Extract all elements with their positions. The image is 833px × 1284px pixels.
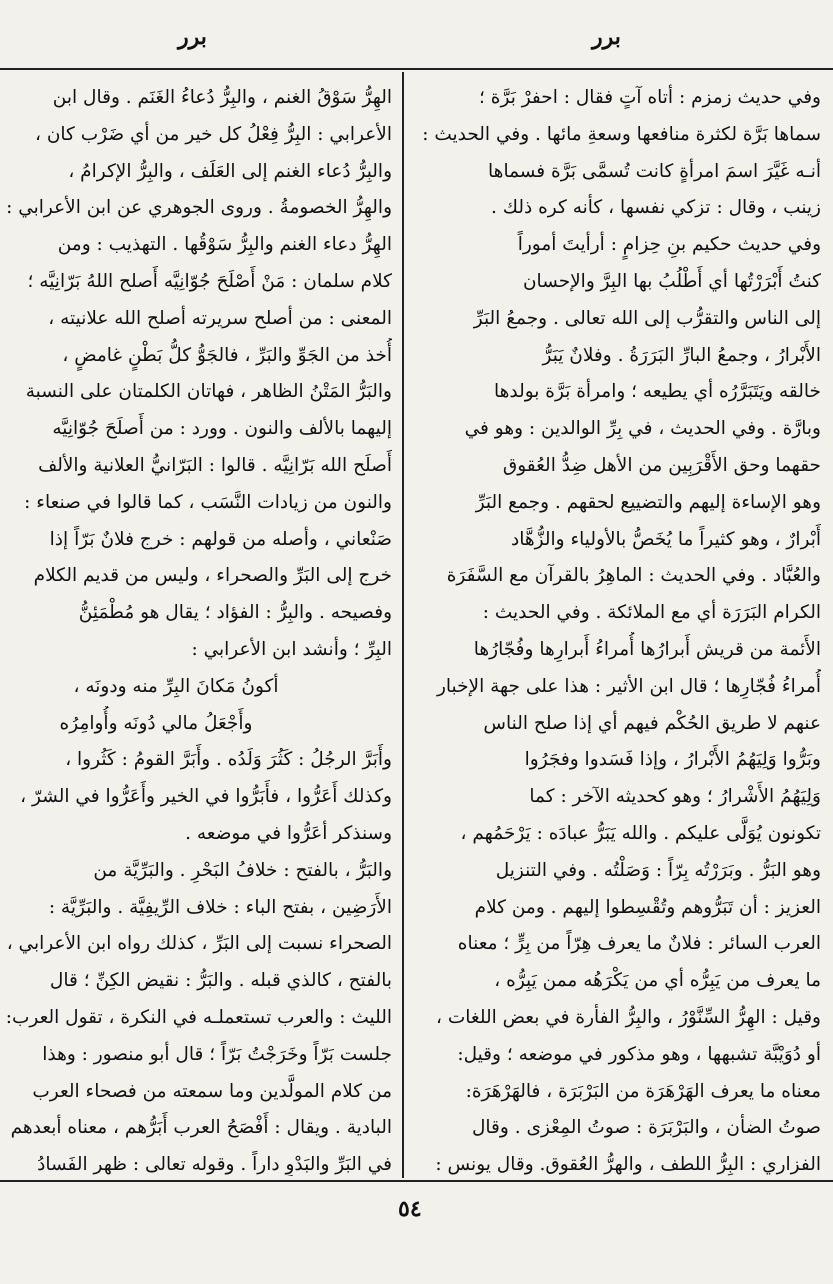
text-line: الهِرُّ دعاء الغنم والبِرُّ سَوْقُها . التهذيب : ومن <box>57 234 392 256</box>
text-line: كلام سلمان : مَنْ أَصْلَحَ جُوّانِيَّه أَصلح اللهُ بَرّانِيَّه ؛ <box>27 270 392 292</box>
text-line: الهِرُّ سَوْقُ الغنم ، والبِرُّ دُعاءُ الغَنَم . وقال ابن <box>52 87 392 108</box>
text-line: وهو الإساءة إليهم والتضييع لحقهم . وجمع البَرِّ <box>475 491 821 513</box>
text-line: الأَبْرارُ ، وجمعُ البارِّ البَرَرَةُ . وفلانٌ يَبَرُّ <box>542 344 821 366</box>
page-number: ٥٤ <box>398 1196 422 1222</box>
text-line: أَصلَح الله بَرّانِيَّه . قالوا : البَرّانيُّ العلانية والألف <box>38 454 392 476</box>
text-line: وهو البَرُّ . وبَرَرْتُه بِرّاً : وَصَلْتُه . وفي التنزيل <box>495 859 821 881</box>
left-column <box>0 80 392 1176</box>
text-line: وقيل : الهِرُّ السِّنَّوْرُ ، والبِرُّ الفأرة في بعض اللغات ، <box>436 1006 821 1028</box>
text-line: أُخذ من الجَوِّ والبَرِّ ، فالجَوُّ كلُّ بَطْنٍ غامضٍ ، <box>62 344 392 366</box>
right-header-word: برر <box>592 24 621 50</box>
text-line: البادية . ويقال : أَفْصَحُ العرب أَبَرُّهم ، معناه أبعدهم <box>10 1117 392 1139</box>
text-line: والبِرُّ دُعاء الغنم إلى العَلَف ، والبِرُّ الإكرامُ ، <box>68 160 392 182</box>
text-line: عنهم لا طريق الحُكْم فيهم أي إذا صلح الناس <box>483 712 821 734</box>
text-line: خالقه ويَتَبَرَّرُه أي يطيعه ؛ وامرأة بَرَّة بولدها <box>493 381 821 403</box>
text-line: جلست بَرّاً وخَرَجْتُ بَرّاً ؛ قال أبو منصور : وهذا <box>42 1043 392 1065</box>
text-line: خرج إلى البَرِّ والصحراء ، وليس من قديم الكلام <box>33 565 392 587</box>
text-line: أُمراءُ فُجّارِها ؛ قال ابن الأثير : هذا على جهة الإخبار <box>436 675 821 697</box>
text-line: الأَئمة من قريش أَبرارُها أُمراءُ أَبرارِها وفُجّارُها <box>473 638 821 660</box>
text-line: الصحراء نسبت إلى البَرِّ ، كذلك رواه ابن الأعرابي ، <box>6 933 392 955</box>
bottom-rule <box>0 1180 833 1182</box>
text-line: كنتُ أَبْرَرْتُها أي أَطْلُبُ بها البِرَّ والإحسان <box>522 270 821 292</box>
text-line: وبارَّة . وفي الحديث ، في بِرِّ الوالدين : وهو في <box>464 418 821 440</box>
text-line: أو دُوَيْبَّة تشبهها ، وهو مذكور في موضعه ؛ وقيل: <box>457 1043 821 1065</box>
text-line: والهِرُّ الخصومةُ . وروى الجوهري عن ابن الأعرابي : <box>6 197 392 219</box>
text-line: ما يعرف من يَبِرُّه أي من يَكْرَهُه ممن يَبِرُّه ، <box>494 970 821 992</box>
right-column <box>415 80 821 1176</box>
text-line: العرب السائر : فلانٌ ما يعرف هِرّاً من بِرٍّ ؛ معناه <box>457 933 821 955</box>
text-line: والبَرُّ ، بالفتح : خلافُ البَحْرِ . والبَرِّيَّة من <box>93 859 392 881</box>
text-line: حقهما وحق الأَقْرَبِين من الأهل ضِدُّ العُقوق <box>502 454 821 476</box>
text-line: وفي حديث زمزم : أتاه آتٍ فقال : احفرْ بَرَّة ؛ <box>479 87 821 108</box>
text-line: العزيز : أن تَبَرُّوهم وتُقْسِطوا إليهم . ومن كلام <box>474 896 821 918</box>
top-rule <box>0 68 833 70</box>
poem-verse-line: وأَجْعَلُ مالي دُونَه وأُوامِرُه <box>59 712 253 734</box>
text-line: وفصيحه . والبِرُّ : الفؤاد ؛ يقال هو مُطْمَئِنُّ <box>78 602 392 624</box>
column-divider <box>402 72 404 1178</box>
text-line: وَلِيَهُمُ الأَشْرارُ ؛ وهو كحديثه الآخر : كما <box>529 786 821 808</box>
text-line: وفي حديث حكيم بنِ حِزامٍ : أرأيتَ أموراً <box>517 234 821 256</box>
text-line: الكرام البَرَرَة أي مع الملائكة . وفي الحديث : <box>482 602 821 624</box>
text-line: المعنى : من أصلح سريرته أصلح الله علانيته ، <box>48 307 392 329</box>
text-line: إليهما بالألف والنون . وورد : من أَصلَحَ جُوّانِيَّه <box>52 418 392 440</box>
text-line: وسنذكر أعَرُّوا في موضعه . <box>185 822 392 844</box>
text-line: الأَرَضِين ، بفتح الباء : خلاف الرِّيفِيَّة . والبَرِّيَّة : <box>48 896 392 918</box>
text-line: بالفتح ، كالذي قبله . والبَرُّ : نقيض الكِنِّ ؛ قال <box>49 970 392 992</box>
text-line: زينب ، وقال : تزكي نفسها ، كأنه كره ذلك . <box>491 197 821 219</box>
text-line: الليث : والعرب تستعملـه في النكرة ، تقول العرب: <box>5 1006 392 1028</box>
text-line: تكونون يُوَلَّى عليكم . والله يَبَرُّ عبادَه : يَرْحَمُهم ، <box>460 822 821 844</box>
text-line: الفزاري : البِرُّ اللطف ، والهِرُّ العُقوق. وقال يونس : <box>435 1154 821 1176</box>
left-header-word: برر <box>178 24 207 50</box>
text-line: أَبْرارٌ ، وهو كثيراً ما يُخَصُّ بالأولياء والزُّهَّاد <box>511 528 821 550</box>
text-line: صَنْعاني ، وأصله من قولهم : خرج فلانٌ بَرّاً إذا <box>49 528 392 550</box>
poem-verse-line: أكونُ مَكانَ البِرِّ منه ودونَه ، <box>73 675 279 697</box>
text-line: معناه ما يعرف الهَرْهَرَة من البَرْبَرَة ، فالهَرْهَرَة: <box>465 1080 821 1102</box>
text-line: والبَرُّ المَتْنُ الظاهر ، فهاتان الكلمتان على النسبة <box>25 381 392 403</box>
text-line: وكذلك أَعَرُّوا ، فأَبَرُّوا في الخير وأَعَرُّوا في الشرّ ، <box>20 786 392 808</box>
text-line: من كلام المولَّدين وما سمعته من فصحاء العرب <box>32 1080 392 1102</box>
text-line: إلى الناس والتقرُّب إلى الله تعالى . وجمعُ البَرِّ <box>473 307 821 329</box>
text-line: وبَرُّوا وَلِيَهُمُ الأَبْرارُ ، وإذا فَسَدوا وفجَرُوا <box>524 749 821 771</box>
text-line: صوتُ الضأن ، والبَرْبَرَة : صوتُ المِعْزى . وقال <box>471 1117 821 1139</box>
text-line: الأعرابي : البِرُّ فِعْلُ كل خير من أي ضَرْب كان ، <box>34 123 392 145</box>
text-line: والعُبَّاد . وفي الحديث : الماهِرُ بالقرآن مع السَّفَرَة <box>446 565 821 587</box>
text-line: سماها بَرَّة لكثرة منافعها وسعةِ مائها . وفي الحديث : <box>422 123 821 145</box>
text-line: والنون من زيادات النَّسَب ، كما قالوا في صنعاء : <box>24 491 392 513</box>
text-line: في البَرِّ والبَدْوِ داراً . وقوله تعالى : ظهر الفَسادُ <box>37 1154 392 1176</box>
text-line: وأَبَرَّ الرجُلُ : كَثُرَ وَلَدُه . وأَبَرَّ القومُ : كَثُروا ، <box>65 749 392 771</box>
text-line: أنـه غَيَّرَ اسمَ امرأةٍ كانت تُسمَّى بَرَّة فسماها <box>488 160 821 182</box>
text-line: البِرِّ ؛ وأنشد ابن الأعرابي : <box>191 638 392 660</box>
